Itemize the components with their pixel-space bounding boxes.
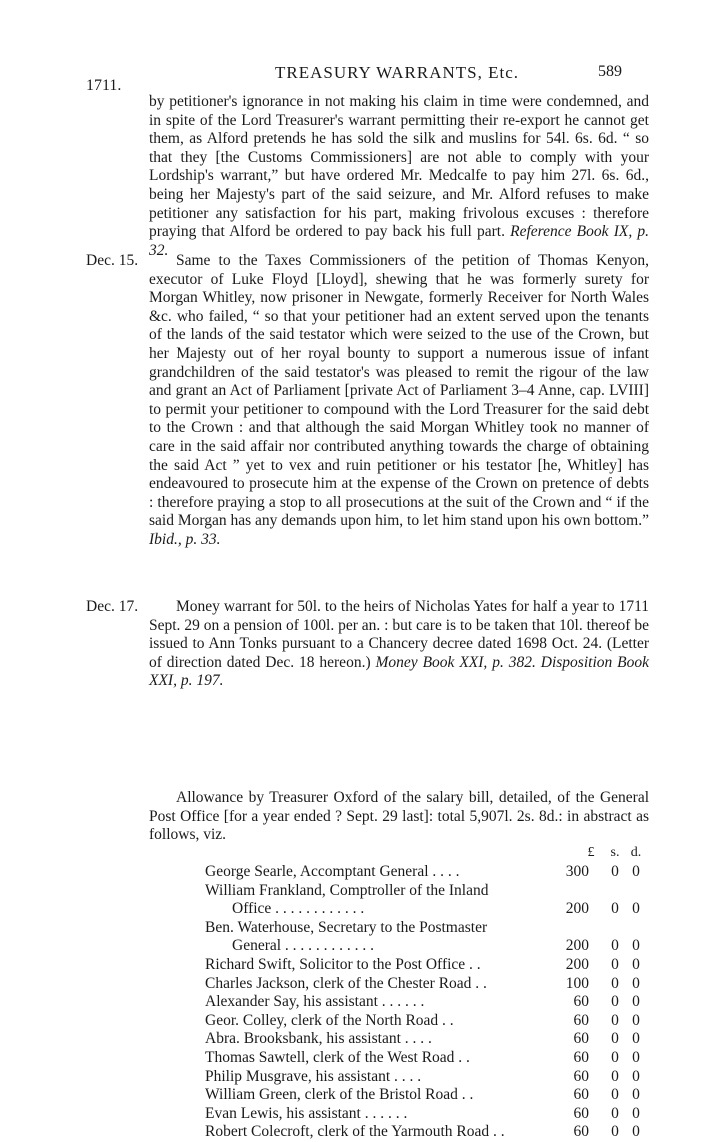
page-number: 589 <box>598 63 622 80</box>
continuation-reference: Reference Book IX, p. 32. <box>149 223 649 259</box>
salary-row-name-text: William Frankland, Comptroller of the Inland <box>205 881 489 899</box>
salary-row <box>205 882 647 919</box>
salary-row-name-text: Abra. Brooksbank, his assistant . . . . <box>205 1030 432 1048</box>
salary-row-pence: 0 <box>632 993 640 1011</box>
salary-row <box>205 1123 647 1142</box>
salary-row-shillings: 0 <box>611 974 619 992</box>
salary-row <box>205 1068 647 1087</box>
salary-row-name-continuation: Office . . . . . . . . . . . . <box>232 900 365 918</box>
salary-row-pounds: 60 <box>573 1067 589 1085</box>
salary-row-name <box>205 993 540 1012</box>
salary-row-name-text: Geor. Colley, clerk of the North Road . . <box>205 1011 454 1029</box>
salary-row-name <box>205 1068 540 1087</box>
entry-reference-dec15: Ibid., p. 33. <box>149 530 221 548</box>
salary-row-name <box>205 1012 540 1031</box>
salary-row-shillings: 0 <box>611 955 619 973</box>
currency-header-pounds: £ <box>587 845 595 860</box>
salary-row-pounds: 100 <box>565 974 589 992</box>
salary-row-pounds: 60 <box>573 993 589 1011</box>
salary-row-pounds: 300 <box>565 863 589 880</box>
salary-row-pounds: 60 <box>573 1048 589 1066</box>
salary-row-pence: 0 <box>632 863 640 880</box>
salary-row-name-text: Robert Colecroft, clerk of the Yarmouth Road . . <box>205 1123 505 1141</box>
salary-row-pounds: 60 <box>573 1086 589 1104</box>
currency-header-pence: d. <box>630 845 642 860</box>
running-title: TREASURY WARRANTS, Etc. <box>275 63 520 82</box>
salary-row-name <box>205 919 540 956</box>
salary-row-name-text: Evan Lewis, his assistant . . . . . . <box>205 1104 408 1122</box>
entry-date-dec15: Dec. 15. <box>86 252 139 269</box>
salary-row <box>205 863 647 882</box>
salary-row-name-text: Alexander Say, his assistant . . . . . . <box>205 993 425 1011</box>
salary-row-pounds: 60 <box>573 1030 589 1048</box>
salary-row-shillings: 0 <box>611 1048 619 1066</box>
salary-row-pence: 0 <box>632 1123 640 1141</box>
salary-row-pence: 0 <box>632 1086 640 1104</box>
salary-row-shillings: 0 <box>611 1030 619 1048</box>
salary-row-name <box>205 863 540 882</box>
salary-row-pounds: 200 <box>565 937 589 955</box>
entry-reference-dec17-money-book: Money Book XXI, p. 382. <box>375 653 536 671</box>
continuation-paragraph <box>149 93 649 260</box>
salary-row <box>205 956 647 975</box>
salary-row-name <box>205 882 540 919</box>
salary-row-name-text: Philip Musgrave, his assistant . . . . <box>205 1067 422 1085</box>
salary-row-name <box>205 1049 540 1068</box>
salary-row-pounds: 200 <box>565 900 589 918</box>
salary-row-name <box>205 1123 540 1142</box>
entry-text-dec17: Money warrant for 50l. to the heirs of Nicholas Yates for half a year to 1711 Sept. 29 on a pension of 100l. per an. : but care is to be taken that 10l. thereof be issued to Ann Tonks pursuant to a Chancery decree dated 1698 Oct. 24. (Letter of direction dated Dec. 18 hereon.) <box>149 598 649 671</box>
salary-row-name-text: George Searle, Accomptant General . . . . <box>205 863 460 880</box>
salary-row-pounds: 60 <box>573 1123 589 1141</box>
salary-row-pence: 0 <box>632 900 640 918</box>
entry-reference-dec17-disposition-book: Disposition Book XXI, p. 197. <box>149 653 649 690</box>
salary-row-name-text: William Green, clerk of the Bristol Road . . <box>205 1086 474 1104</box>
salary-row-pence: 0 <box>632 955 640 973</box>
salary-row-shillings: 0 <box>611 1086 619 1104</box>
salary-row-pounds: 200 <box>565 955 589 973</box>
salary-row-name <box>205 956 540 975</box>
entry-text-dec15: Same to the Taxes Commissioners of the petition of Thomas Kenyon, executor of Luke Floyd [Lloyd], shewing that he was formerly surety for Morgan Whitley, now prisoner in Newgate, formerly Receiver for North Wales &c. who failed, “ so that your petitioner had an extent served upon the tenants of the lands of the said testator which were seized to the use of the Crown, but her Majesty out of her royal bounty to support a numerous issue of infant grandchildren of the said testator's was pleased to remit the rigour of the law and grant an Act of Parliament [private Act of Parliament 3–4 Anne, cap. LVIII] to permit your petitioner to compound with the Lord Treasurer for the said debt to the Crown : and that although the said Morgan Whitley took no manner of care in the said affair nor contributed anything towards the charge of obtaining the said Act ” yet to vex and ruin petitioner or his testator [he, Whitley] has endeavoured to prosecute him at the expense of the Crown on pretence of debts : therefore praying a stop to all prosecutions at the suit of the Crown and “ if the said Morgan has any demands upon him, to let him stand upon his own bottom.” <box>149 252 649 530</box>
salary-row-shillings: 0 <box>611 993 619 1011</box>
salary-row <box>205 1012 647 1031</box>
margin-year: 1711. <box>86 77 122 94</box>
salary-row-pence: 0 <box>632 1011 640 1029</box>
salary-row-name-continuation: General . . . . . . . . . . . . <box>232 937 375 955</box>
salary-table <box>205 863 647 1142</box>
entry-date-dec17: Dec. 17. <box>86 598 139 615</box>
salary-row-shillings: 0 <box>611 863 619 880</box>
salary-row-name-text: Ben. Waterhouse, Secretary to the Postmaster <box>205 918 488 936</box>
salary-row-name-text: Richard Swift, Solicitor to the Post Office . . <box>205 955 481 973</box>
allowance-intro: Allowance by Treasurer Oxford of the salary bill, detailed, of the General Post Office [for a year ended ? Sept. 29 last]: total 5,907l. 2s. 8d.: in abstract as follows, viz. <box>149 789 649 844</box>
salary-row <box>205 919 647 956</box>
salary-row-pence: 0 <box>632 974 640 992</box>
salary-row-name-text: Thomas Sawtell, clerk of the West Road . . <box>205 1048 470 1066</box>
salary-row-shillings: 0 <box>611 1067 619 1085</box>
salary-row <box>205 1030 647 1049</box>
salary-row-name <box>205 1086 540 1105</box>
salary-row <box>205 993 647 1012</box>
salary-row-name-text: Charles Jackson, clerk of the Chester Road . . <box>205 974 487 992</box>
salary-row-name <box>205 975 540 994</box>
entry-paragraph-dec15 <box>149 252 649 550</box>
salary-row-shillings: 0 <box>611 1011 619 1029</box>
salary-row-pence: 0 <box>632 1067 640 1085</box>
salary-row-shillings: 0 <box>611 900 619 918</box>
salary-row-pence: 0 <box>632 1030 640 1048</box>
salary-row-pence: 0 <box>632 1048 640 1066</box>
salary-row <box>205 975 647 994</box>
salary-row <box>205 1049 647 1068</box>
salary-row-name <box>205 1105 540 1124</box>
continuation-text: by petitioner's ignorance in not making his claim in time were condemned, and in spite of the Lord Treasurer's warrant permitting their re-export he cannot get them, as Alford pretends he has sold the silk and muslins for 54l. 6s. 6d. “ so that they [the Customs Commissioners] are not able to comply with your Lordship's warrant,” but have ordered Mr. Medcalfe to pay him 27l. 6s. 6d., being her Majesty's part of the said seizure, and Mr. Alford refuses to make petitioner any satisfaction for his part, making frivolous excuses : therefore praying that Alford be ordered to pay back his full part. <box>149 93 649 241</box>
currency-header-shillings: s. <box>610 845 620 860</box>
salary-row-pounds: 60 <box>573 1011 589 1029</box>
salary-row-shillings: 0 <box>611 1104 619 1122</box>
salary-row <box>205 1105 647 1124</box>
entry-paragraph-dec17 <box>149 598 649 691</box>
salary-row-name <box>205 1030 540 1049</box>
salary-row-pence: 0 <box>632 1104 640 1122</box>
salary-row <box>205 1086 647 1105</box>
salary-row-pounds: 60 <box>573 1104 589 1122</box>
salary-row-pence: 0 <box>632 937 640 955</box>
salary-row-shillings: 0 <box>611 1123 619 1141</box>
salary-row-shillings: 0 <box>611 937 619 955</box>
